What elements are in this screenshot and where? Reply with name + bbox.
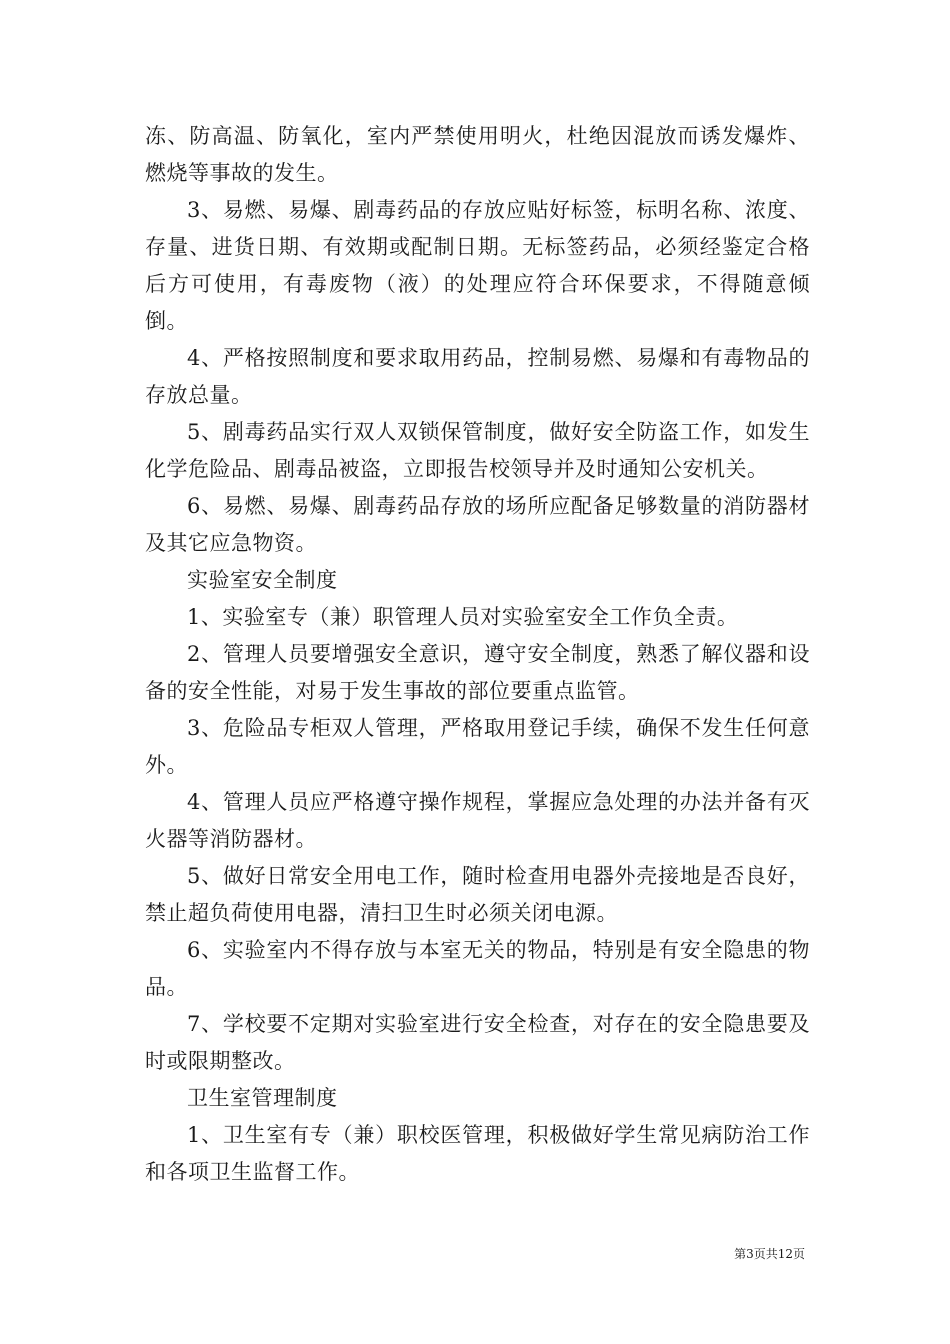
section-heading-health-room: 卫生室管理制度	[187, 1086, 338, 1110]
section-heading-lab-safety: 实验室安全制度	[187, 568, 338, 592]
paragraph-item-4: 4、严格按照制度和要求取用药品，控制易燃、易爆和有毒物品的存放总量。	[145, 346, 810, 407]
lab-rule-6: 6、实验室内不得存放与本室无关的物品，特别是有安全隐患的物品。	[145, 938, 810, 999]
document-body	[145, 118, 810, 1191]
lab-rule-3: 3、危险品专柜双人管理，严格取用登记手续，确保不发生任何意外。	[145, 716, 810, 777]
lab-rule-1: 1、实验室专（兼）职管理人员对实验室安全工作负全责。	[187, 605, 739, 629]
lab-rule-5: 5、做好日常安全用电工作，随时检查用电器外壳接地是否良好，禁止超负荷使用电器，清扫卫生时必须关闭电源。	[145, 864, 810, 925]
paragraph-continuation: 冻、防高温、防氧化，室内严禁使用明火，杜绝因混放而诱发爆炸、燃烧等事故的发生。	[145, 124, 810, 185]
paragraph-item-3: 3、易燃、易爆、剧毒药品的存放应贴好标签，标明名称、浓度、存量、进货日期、有效期或配制日期。无标签药品，必须经鉴定合格后方可使用，有毒废物（液）的处理应符合环保要求，不得随意倾倒。	[145, 198, 810, 333]
lab-rule-4: 4、管理人员应严格遵守操作规程，掌握应急处理的办法并备有灭火器等消防器材。	[145, 790, 810, 851]
health-rule-1: 1、卫生室有专（兼）职校医管理，积极做好学生常见病防治工作和各项卫生监督工作。	[145, 1123, 810, 1184]
paragraph-item-6: 6、易燃、易爆、剧毒药品存放的场所应配备足够数量的消防器材及其它应急物资。	[145, 494, 810, 555]
lab-rule-7: 7、学校要不定期对实验室进行安全检查，对存在的安全隐患要及时或限期整改。	[145, 1012, 810, 1073]
page-number: 第3页共12页	[734, 1247, 805, 1261]
paragraph-item-5: 5、剧毒药品实行双人双锁保管制度，做好安全防盗工作，如发生化学危险品、剧毒品被盗，立即报告校领导并及时通知公安机关。	[145, 420, 810, 481]
lab-rule-2: 2、管理人员要增强安全意识，遵守安全制度，熟悉了解仪器和设备的安全性能，对易于发生事故的部位要重点监管。	[145, 642, 810, 703]
